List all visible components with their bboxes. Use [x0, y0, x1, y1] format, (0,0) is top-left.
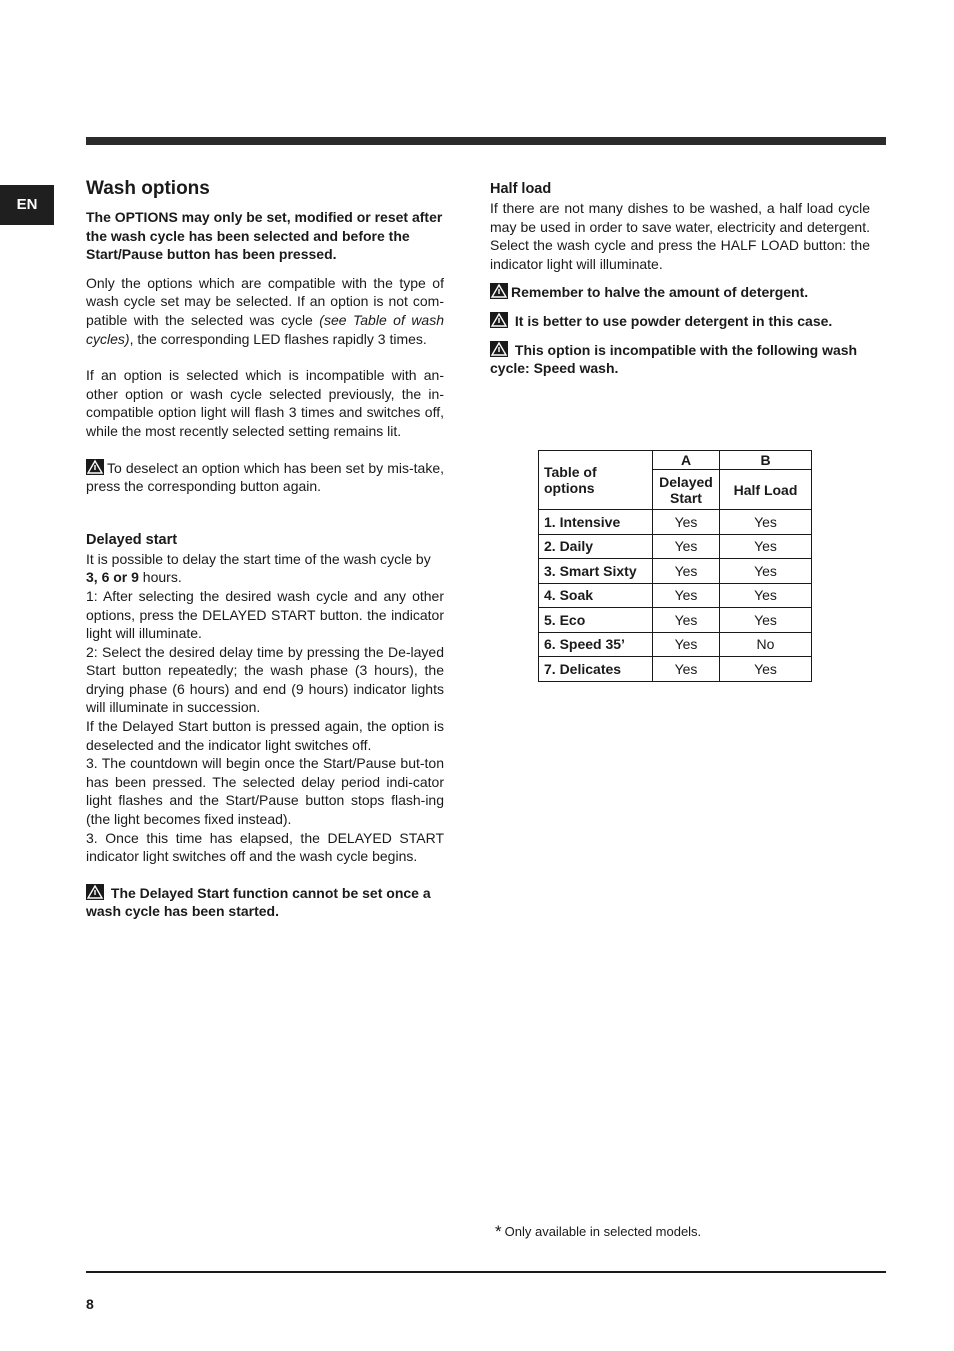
cell-delayed-start: Yes	[653, 559, 720, 584]
half-load-title: Half load	[490, 181, 552, 197]
cell-half-load: Yes	[720, 510, 812, 535]
warning-triangle-icon	[490, 312, 508, 328]
note-powder-detergent: It is better to use powder detergent in this case.	[490, 312, 870, 331]
row-label: 2. Daily	[539, 534, 653, 559]
row-label: 7. Delicates	[539, 657, 653, 682]
row-label: 4. Soak	[539, 583, 653, 608]
language-tab: EN	[0, 185, 54, 225]
table-row	[539, 583, 812, 608]
cell-delayed-start: Yes	[653, 583, 720, 608]
right-column	[490, 181, 870, 378]
footnote	[495, 1222, 701, 1242]
delayed-step-4: 3. Once this time has elapsed, the DELAYED START indicator light switches off and the wash cycle begins.	[86, 829, 444, 865]
cell-delayed-start: Yes	[653, 608, 720, 633]
warning-triangle-icon	[86, 884, 104, 900]
row-label: 6. Speed 35’	[539, 632, 653, 657]
paragraph-compatibility: Only the options which are compatible with the type of wash cycle set may be selected. If an option is not com-patible with the selected was cycle (see Table of wash cycles), the corresponding LED flashes rapidly 3 times.	[86, 274, 444, 347]
table-row	[539, 510, 812, 535]
warning-triangle-icon	[490, 283, 508, 299]
warning-triangle-icon	[86, 459, 104, 475]
column-a-label: Delayed Start	[653, 470, 720, 510]
delayed-step-2: 2: Select the desired delay time by pressing the De-layed Start button repeatedly; the wash phase (3 hours), the drying phase (6 hours) and end (9 hours) indicator lights will illuminate in succession.	[86, 643, 444, 716]
column-a-header: A	[653, 451, 720, 470]
bottom-rule	[86, 1271, 886, 1273]
cell-half-load: No	[720, 632, 812, 657]
footnote-text: Only available in selected models.	[504, 1224, 702, 1239]
cell-half-load: Yes	[720, 608, 812, 633]
table-row	[539, 608, 812, 633]
table-row	[539, 632, 812, 657]
row-label: 5. Eco	[539, 608, 653, 633]
delayed-deselect: If the Delayed Start button is pressed again, the option is deselected and the indicator light switches off.	[86, 718, 444, 753]
note-deselect: To deselect an option which has been set by mis-take, press the corresponding button again.	[86, 459, 444, 495]
delayed-step-1: 1: After selecting the desired wash cycle and any other options, press the DELAYED START button. the indicator light will illuminate.	[86, 587, 444, 642]
half-load-text: If there are not many dishes to be washed, a half load cycle may be used in order to save water, electricity and detergent. Select the wash cycle and press the HALF LOAD button: the indicator light will illuminate.	[490, 200, 870, 272]
cell-half-load: Yes	[720, 657, 812, 682]
column-b-header: B	[720, 451, 812, 470]
paragraph-incompatible: If an option is selected which is incompatible with an-other option or wash cycle selected previously, the in-compatible option light will flash 3 times and switches off, while the most recently selected setting remains lit.	[86, 367, 444, 439]
note-incompatible-speed: This option is incompatible with the following wash cycle: Speed wash.	[490, 341, 858, 377]
row-label: 1. Intensive	[539, 510, 653, 535]
top-rule	[86, 137, 886, 145]
page-number: 8	[86, 1296, 94, 1312]
left-column	[86, 178, 444, 921]
delayed-start-title: Delayed start	[86, 531, 178, 548]
note-delayed-start: The Delayed Start function cannot be set once a wash cycle has been started.	[86, 884, 431, 920]
cell-delayed-start: Yes	[653, 657, 720, 682]
cell-half-load: Yes	[720, 583, 812, 608]
table-row	[539, 534, 812, 559]
cell-half-load: Yes	[720, 534, 812, 559]
options-table	[538, 450, 812, 682]
section-title: Wash options	[86, 178, 210, 199]
footnote-star: *	[495, 1222, 502, 1241]
column-b-label: Half Load	[720, 470, 812, 510]
note-halve-detergent: Remember to halve the amount of detergent.	[490, 283, 870, 302]
delayed-step-3: 3. The countdown will begin once the Start/Pause but-ton has been pressed. The selected delay period indi-cator light flashes and the Start/Pause button stops flash-ing (the light becomes fixed instead).	[86, 755, 444, 828]
cell-half-load: Yes	[720, 559, 812, 584]
delayed-intro: It is possible to delay the start time of the wash cycle by 3, 6 or 9 hours.	[86, 550, 431, 586]
table-row	[539, 559, 812, 584]
cell-delayed-start: Yes	[653, 510, 720, 535]
table-row	[539, 657, 812, 682]
row-label: 3. Smart Sixty	[539, 559, 653, 584]
table-corner: Table of options	[539, 451, 653, 510]
cell-delayed-start: Yes	[653, 534, 720, 559]
cell-delayed-start: Yes	[653, 632, 720, 657]
warning-triangle-icon	[490, 341, 508, 357]
intro-bold: The OPTIONS may only be set, modified or reset after the wash cycle has been selected and before the Start/Pause button has been pressed.	[86, 209, 443, 263]
